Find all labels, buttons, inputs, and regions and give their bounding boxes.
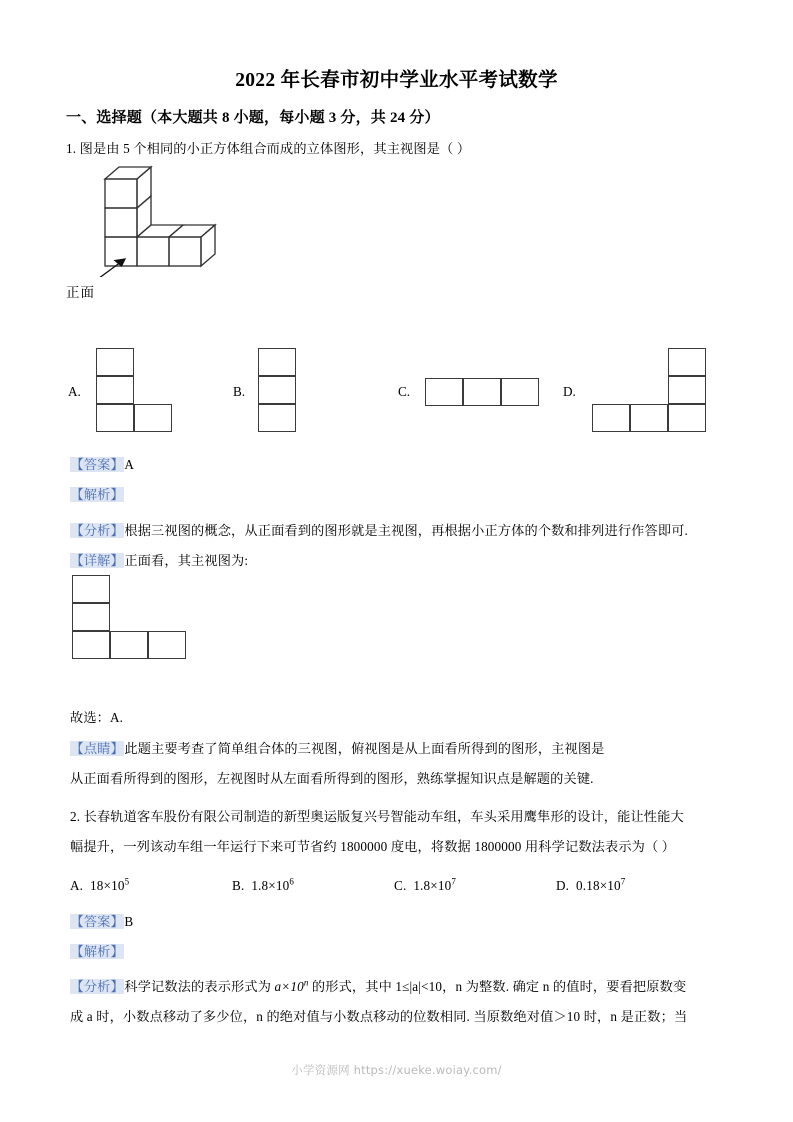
detail-solution-figure: [72, 575, 186, 659]
detail-text: 正面看，其主视图为:: [124, 553, 249, 568]
grid-cell: [463, 378, 501, 406]
question-2-stem-line-2: 幅提升，一列该动车组一年运行下来可节省约 1800000 度电，将数据 1800000 用科学记数法表示为（ ）: [70, 839, 676, 854]
option-d-figure: [592, 348, 706, 432]
option-a-letter: A.: [70, 878, 84, 893]
option-a-value: 18×10: [90, 878, 125, 893]
solid-figure-3d: [95, 162, 245, 277]
grid-cell: [258, 348, 296, 376]
section-heading: 一、选择题（本大题共 8 小题，每小题 3 分，共 24 分）: [66, 110, 440, 126]
explain-tag: 【解析】: [70, 944, 124, 959]
option-b-letter: B.: [233, 384, 246, 399]
grid-cell: [72, 603, 110, 631]
answer-tag: 【答案】: [70, 914, 124, 929]
detail-tag: 【详解】: [70, 553, 124, 568]
footer-watermark: 小学资源网 https://xueke.woiay.com/: [291, 1063, 502, 1077]
question-2-analysis-line-2: 成 a 时，小数点移动了多少位，n 的绝对值与小数点移动的位数相同. 当原数绝对值＞10 时，n 是正数；当: [70, 1009, 688, 1024]
question-2-option-a: [70, 877, 129, 895]
grid-cell: [630, 404, 668, 432]
analysis-text: 根据三视图的概念，从正面看到的图形就是主视图，再根据小正方体的个数和排列进行作答即可.: [124, 523, 688, 538]
analysis-text-part-1: 科学记数法的表示形式为: [124, 979, 275, 994]
question-2-stem-line-1: 2. 长春轨道客车股份有限公司制造的新型奥运版复兴号智能动车组，车头采用鹰隼形的设计，能让性能大: [70, 809, 684, 824]
grid-cell: [592, 404, 630, 432]
question-2-option-d: [556, 877, 625, 895]
question-2-option-b: [232, 877, 294, 895]
grid-cell: [258, 404, 296, 432]
question-2-analysis-line-1: [70, 978, 686, 996]
option-c-letter: C.: [398, 384, 411, 399]
question-1-tip-line-2: 从正面看所得到的图形，左视图时从左面看所得到的图形，熟练掌握知识点是解题的关键.: [70, 771, 594, 786]
grid-cell: [110, 631, 148, 659]
question-1-options: [0, 336, 793, 444]
grid-cell: [96, 376, 134, 404]
option-d-letter: D.: [563, 384, 576, 399]
question-1-tip-line-1: [70, 740, 605, 758]
option-c-value: 1.8×10: [413, 878, 452, 893]
question-1-conclusion: 故选：A.: [70, 710, 124, 725]
front-view-label: 正面: [66, 285, 95, 300]
option-c-exponent: 7: [451, 876, 456, 887]
answer-value: A: [124, 457, 135, 472]
option-d-letter: D.: [556, 878, 570, 893]
page-title: 2022 年长春市初中学业水平考试数学: [235, 70, 558, 91]
analysis-formula: a×10: [274, 979, 304, 994]
grid-cell: [96, 348, 134, 376]
analysis-text-part-2: 的形式，其中 1≤|a|<10，n 为整数. 确定 n 的值时，要看把原数变: [308, 979, 687, 994]
analysis-tag: 【分析】: [70, 523, 124, 538]
grid-cell: [134, 404, 172, 432]
question-2-explain: [70, 943, 124, 961]
grid-cell: [668, 404, 706, 432]
option-c-letter: C.: [394, 878, 407, 893]
option-d-exponent: 7: [620, 876, 626, 887]
option-b-exponent: 6: [289, 876, 294, 887]
grid-cell: [501, 378, 539, 406]
tip-tag: 【点睛】: [70, 741, 124, 756]
option-b-letter: B.: [232, 878, 245, 893]
option-a-exponent: 5: [124, 876, 130, 887]
grid-cell: [425, 378, 463, 406]
answer-value: B: [124, 914, 134, 929]
grid-cell: [72, 575, 110, 603]
grid-cell: [148, 631, 186, 659]
question-1-answer: [70, 456, 134, 474]
answer-tag: 【答案】: [70, 457, 124, 472]
question-1-detail: [70, 552, 248, 570]
grid-cell: [668, 376, 706, 404]
option-b-figure: [258, 348, 296, 432]
grid-cell: [258, 376, 296, 404]
question-2-option-c: [394, 877, 456, 895]
question-1-analysis: [70, 522, 688, 540]
question-1-stem: 1. 图是由 5 个相同的小正方体组合而成的立体图形，其主视图是（ ）: [66, 141, 471, 156]
question-1-explain: [70, 486, 124, 504]
option-a-letter: A.: [68, 384, 81, 399]
option-d-value: 0.18×10: [576, 878, 621, 893]
option-b-value: 1.8×10: [251, 878, 290, 893]
explain-tag: 【解析】: [70, 487, 124, 502]
analysis-tag: 【分析】: [70, 979, 124, 994]
option-a-figure: [96, 348, 172, 432]
grid-cell: [72, 631, 110, 659]
analysis-formula-exponent: n: [303, 977, 309, 988]
grid-cell: [668, 348, 706, 376]
tip-text-line-1: 此题主要考查了简单组合体的三视图，俯视图是从上面看所得到的图形，主视图是: [124, 741, 605, 756]
option-c-figure: [425, 378, 539, 406]
grid-cell: [96, 404, 134, 432]
question-2-answer: [70, 913, 133, 931]
